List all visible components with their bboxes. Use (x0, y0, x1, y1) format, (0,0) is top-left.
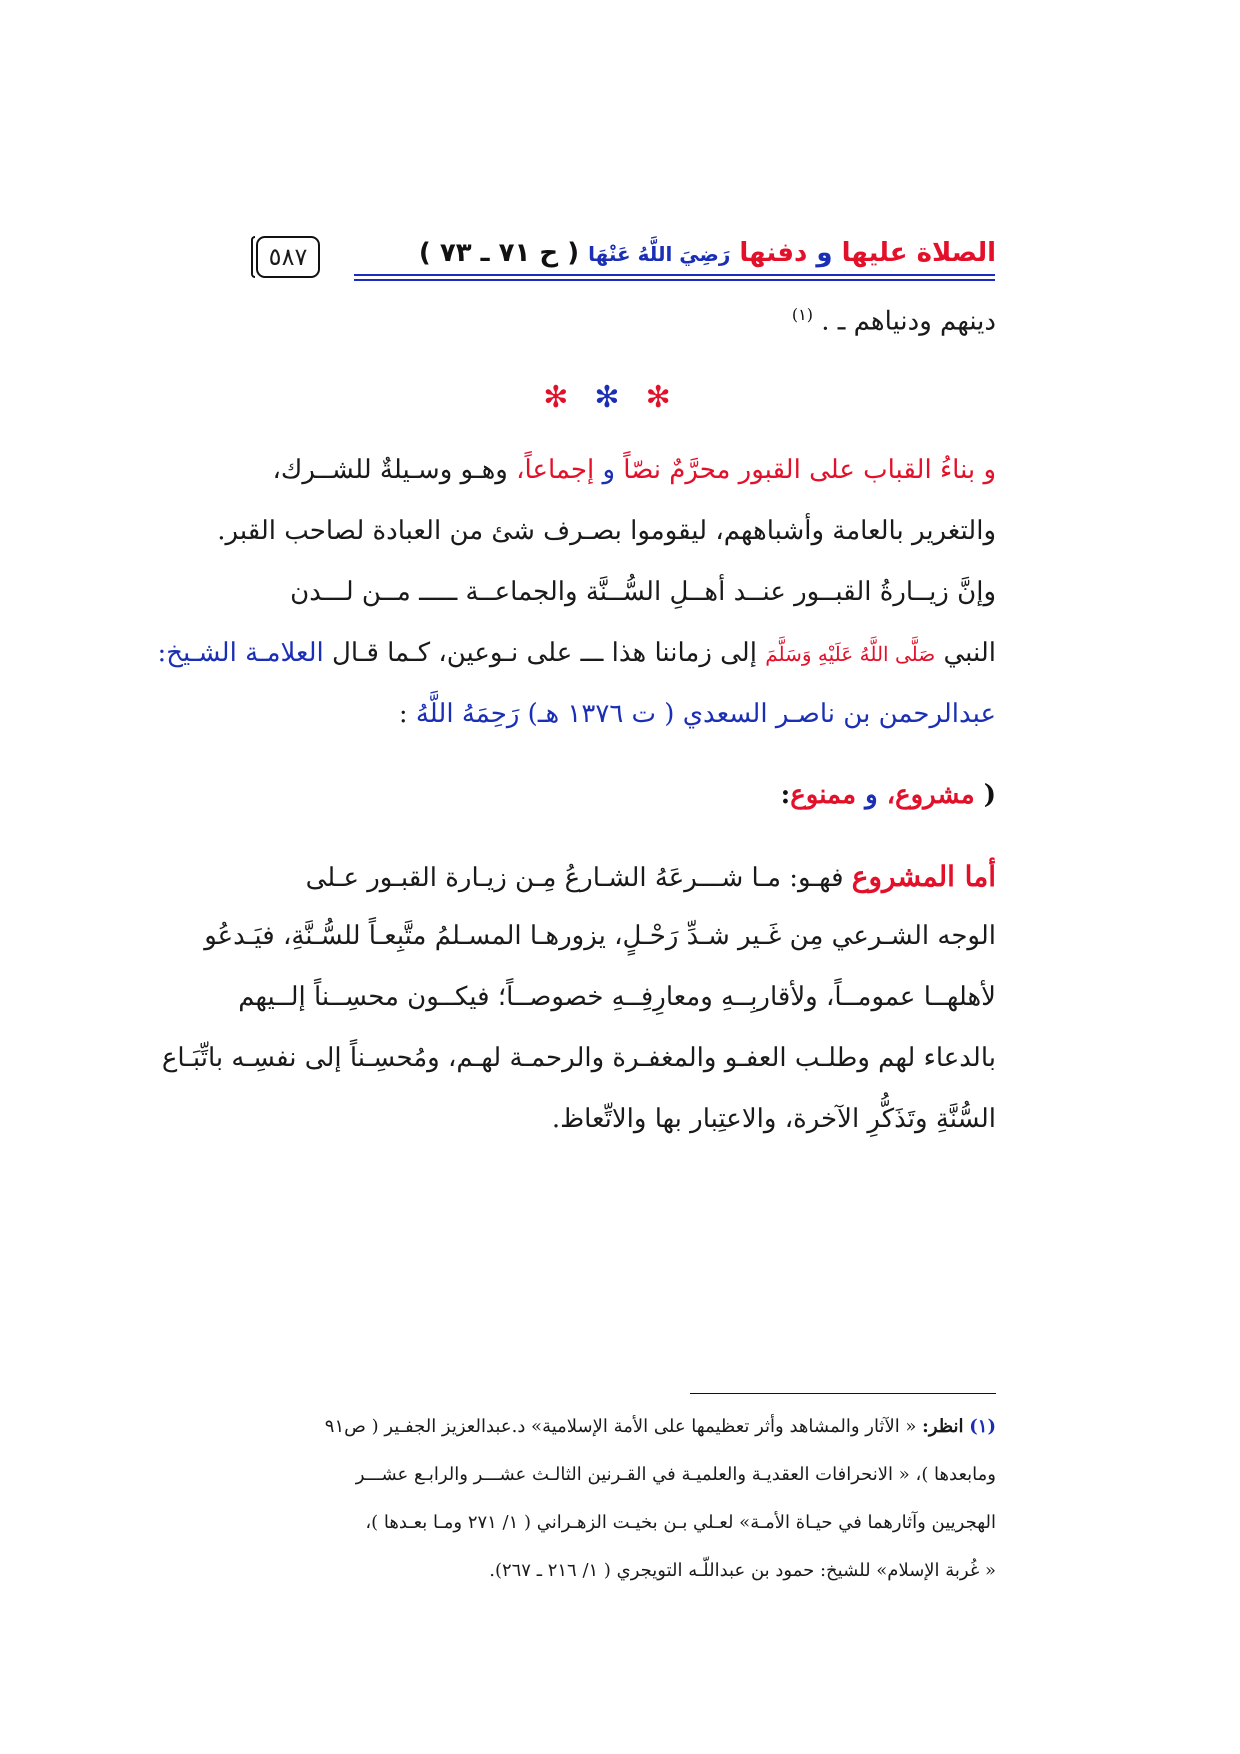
footnote-line-4: « غُربة الإسلام» للشيخ: حمود بن عبداللّـه التويجري ( ١/ ٢١٦ ـ ٢٦٧). (489, 1560, 996, 1581)
footnote-line-1 (244, 1416, 996, 1437)
separator-star-icon: ✻ (645, 380, 697, 415)
para2-scholar-title: العلامـة الشـيخ: (157, 638, 333, 668)
footnote-line-3: الهجريين وآثارهما في حيـاة الأمـة» لعـلي بـن بخيـت الزهـراني ( ١/ ٢٧١ ومـا بعـدها )، (365, 1512, 996, 1533)
para1-line-2: والتغرير بالعامة وأشباههم، ليقوموا بصـرف شئ من العبادة لصاحب القبر. (217, 516, 996, 546)
para1-line-1 (244, 455, 996, 485)
header-honorific: رَضِيَ اللَّهُ عَنْهَا (588, 242, 731, 266)
header-title-part-2: دفنها (739, 238, 808, 268)
body-line-1-text: دينهم ودنياهم ـ . (821, 306, 996, 337)
page-number-text: ٥٨٧ (268, 243, 308, 271)
header-rule (354, 274, 995, 276)
heading-open: ( (983, 780, 996, 810)
heading-legit: مشروع، (886, 780, 975, 810)
para3-line-2: الوجه الشـرعي مِن غَـير شـدِّ رَحْـلٍ، يزورهـا المسـلمُ متَّبِعـاً للسُّـنَّةِ، فيَـدعُو (204, 921, 996, 951)
para2-line-3-end: : (398, 699, 416, 729)
para3-line-1 (244, 860, 996, 893)
para1-red-phrase-2: إجماعاً، (516, 455, 595, 485)
para2-honorific: صَلَّى اللَّهُ عَلَيْهِ وَسَلَّمَ (765, 642, 936, 666)
heading-forbidden: ممنوع (790, 780, 856, 810)
header-title-part-1: الصلاة عليها (841, 238, 996, 268)
footnote-number: (١) (969, 1416, 996, 1437)
para2-line-2-mid: إلى زماننا هذا ـــ على نـوعين، كـما قـال (332, 638, 766, 668)
para3-lead: أما المشروع (851, 860, 996, 893)
para3-line-3: لأهلهــا عمومــاً، ولأقاربِــهِ ومعارِفِــهِ خصوصــاً؛ فيكــون محسِــناً إلــيهم (238, 982, 996, 1012)
para3-line-1-rest: فهـو: مـا شـــرعَهُ الشـارعُ مِـن زيـارة القبـور عـلى (305, 863, 852, 893)
header-hadith-ref: ( ح ٧١ ـ ٧٣ ) (418, 238, 580, 268)
header-rule-second (354, 279, 995, 281)
footnote-line-1-rest: « الآثار والمشاهد وأثر تعظيمها على الأمة الإسلامية» د.عبدالعزيز الجفـير ( ص٩١ (324, 1416, 923, 1437)
footnote-rule (690, 1393, 996, 1394)
page-number (256, 236, 320, 278)
para2-line-3 (244, 699, 996, 729)
header-conjunction: و (816, 238, 833, 268)
section-heading (306, 780, 996, 810)
para1-conjunction: و (602, 455, 616, 485)
para3-line-4: بالدعاء لهم وطلـب العفـو والمغفـرة والرحمـة لهـم، ومُحسِـناً إلى نفسِـه باتِّبَـاع (161, 1043, 996, 1073)
footnote-label: انظر: (922, 1416, 964, 1437)
heading-conjunction: و (865, 780, 878, 810)
footnote-line-2: ومابعدها )، « الانحرافات العقديـة والعلميـة في القـرنين الثالـث عشـــر والرابـع عشـــر (355, 1464, 996, 1485)
para1-rest: وهـو وسـيلةٌ للشــرك، (272, 455, 517, 485)
running-header (419, 238, 996, 268)
para1-red-phrase: و بناءُ القباب على القبور محرَّمٌ نصّاً (623, 455, 996, 485)
section-separator (0, 380, 1240, 415)
para2-prophet: النبي (943, 638, 996, 668)
para2-line-1: وإنَّ زيــارةُ القبــور عنــد أهــلِ السُّــنَّة والجماعــة ـــــ مــن لـــدن (290, 577, 996, 607)
para2-scholar-name: عبدالرحمن بن ناصـر السعدي ( ت ١٣٧٦ هـ) رَحِمَهُ اللَّهُ (415, 699, 996, 729)
heading-close: : (780, 780, 791, 810)
body-line-1 (244, 305, 996, 337)
footnote-marker[interactable]: (١) (791, 305, 813, 324)
para2-line-2 (157, 638, 996, 668)
para3-line-5: السُّنَّةِ وتَذَكُّرِ الآخرة، والاعتِبار بها والاتِّعاظ. (551, 1104, 996, 1134)
separator-star-icon: ✻ (594, 380, 646, 415)
separator-star-icon: ✻ (543, 380, 595, 415)
